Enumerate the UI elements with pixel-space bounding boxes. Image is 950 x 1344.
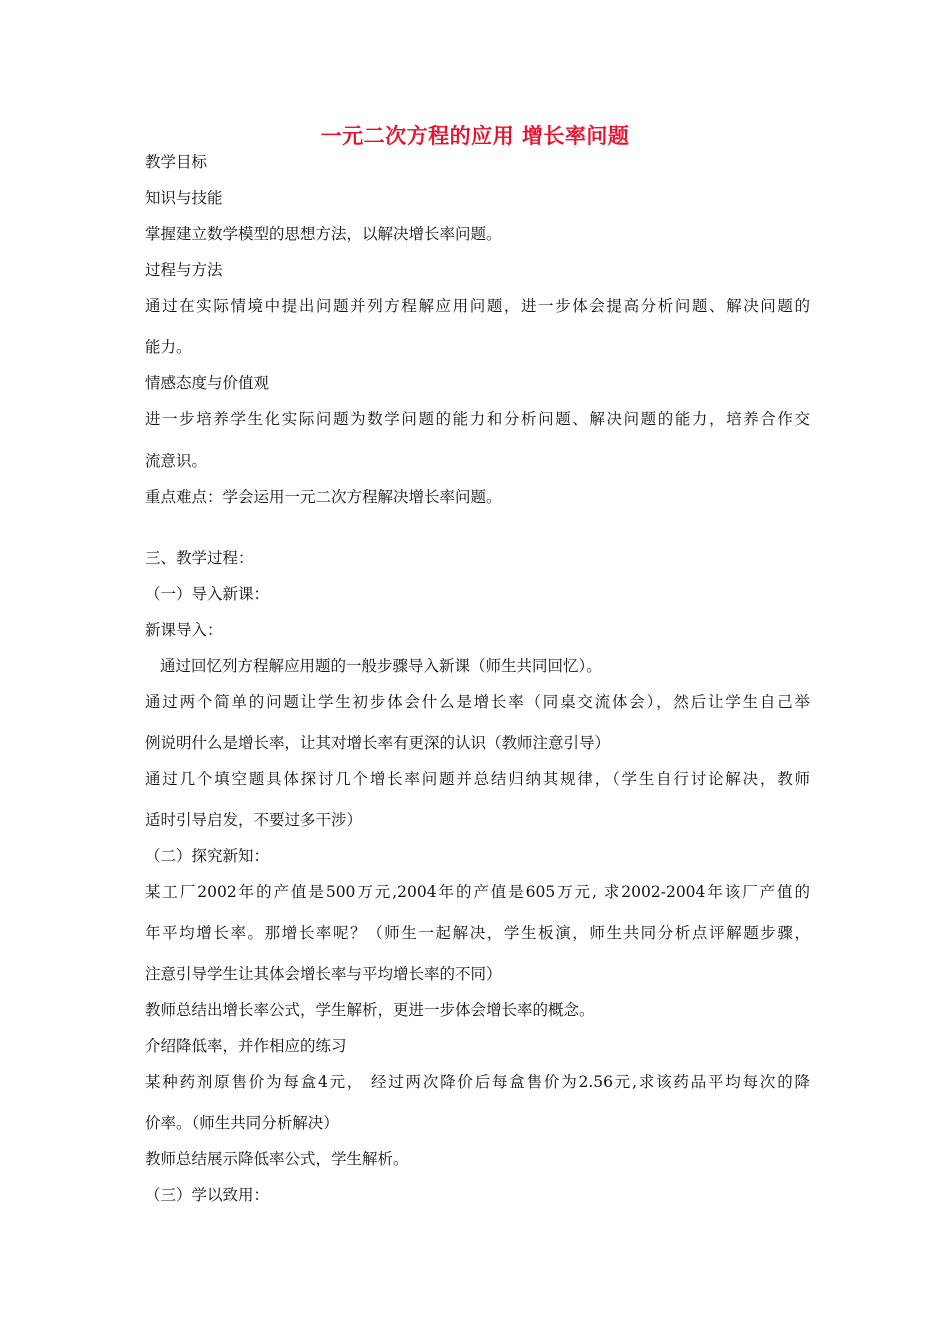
- paragraph-line: 某工厂2002年的产值是500万元,2004年的产值是605万元, 求2002-2004年该厂产值的: [145, 883, 810, 901]
- paragraph-line: 通过两个简单的问题让学生初步体会什么是增长率（同桌交流体会），然后让学生自己举: [145, 693, 810, 711]
- paragraph-line: 某种药剂原售价为每盒4元， 经过两次降价后每盒售价为2.56元,求该药品平均每次的降: [145, 1073, 810, 1091]
- paragraph-line: 通过回忆列方程解应用题的一般步骤导入新课（师生共同回忆）。: [160, 657, 602, 675]
- paragraph-line: 例说明什么是增长率，让其对增长率有更深的认识（教师注意引导）: [145, 734, 611, 752]
- section-intro: （一）导入新课：: [145, 585, 270, 603]
- subheading-attitude-values: 情感态度与价值观: [145, 374, 270, 392]
- paragraph-line: 教师总结出增长率公式，学生解析，更进一步体会增长率的概念。: [145, 1001, 595, 1019]
- paragraph-line: 进一步培养学生化实际问题为数学问题的能力和分析问题、解决问题的能力，培养合作交: [145, 410, 810, 428]
- heading-teaching-goals: 教学目标: [145, 153, 208, 171]
- paragraph-line: 掌握建立数学模型的思想方法，以解决增长率问题。: [145, 225, 502, 243]
- paragraph-line: 教师总结展示降低率公式，学生解析。: [145, 1150, 409, 1168]
- subheading-knowledge-skills: 知识与技能: [145, 189, 223, 207]
- paragraph-line: 注意引导学生让其体会增长率与平均增长率的不同）: [145, 965, 502, 983]
- paragraph-line: 流意识。: [145, 452, 208, 470]
- section-apply: （三）学以致用：: [145, 1186, 270, 1204]
- subheading-process-method: 过程与方法: [145, 261, 223, 279]
- heading-teaching-process: 三、教学过程：: [145, 549, 254, 567]
- paragraph-line: 通过几个填空题具体探讨几个增长率问题并总结归纳其规律，（学生自行讨论解决，教师: [145, 770, 810, 788]
- paragraph-line: 能力。: [145, 338, 192, 356]
- paragraph-line: 年平均增长率。那增长率呢？（师生一起解决，学生板演，师生共同分析点评解题步骤，: [145, 924, 810, 942]
- paragraph-line: 价率。（师生共同分析解决）: [145, 1114, 339, 1132]
- paragraph-line: 适时引导启发，不要过多干涉）: [145, 811, 363, 829]
- paragraph-line: 通过在实际情境中提出问题并列方程解应用问题，进一步体会提高分析问题、解决问题的: [145, 297, 810, 315]
- key-difficulty: 重点难点：学会运用一元二次方程解决增长率问题。: [145, 488, 502, 506]
- paragraph-line: 新课导入：: [145, 621, 223, 639]
- document-title: 一元二次方程的应用 增长率问题: [320, 124, 630, 148]
- section-explore: （二）探究新知：: [145, 847, 270, 865]
- paragraph-line: 介绍降低率，并作相应的练习: [145, 1037, 347, 1055]
